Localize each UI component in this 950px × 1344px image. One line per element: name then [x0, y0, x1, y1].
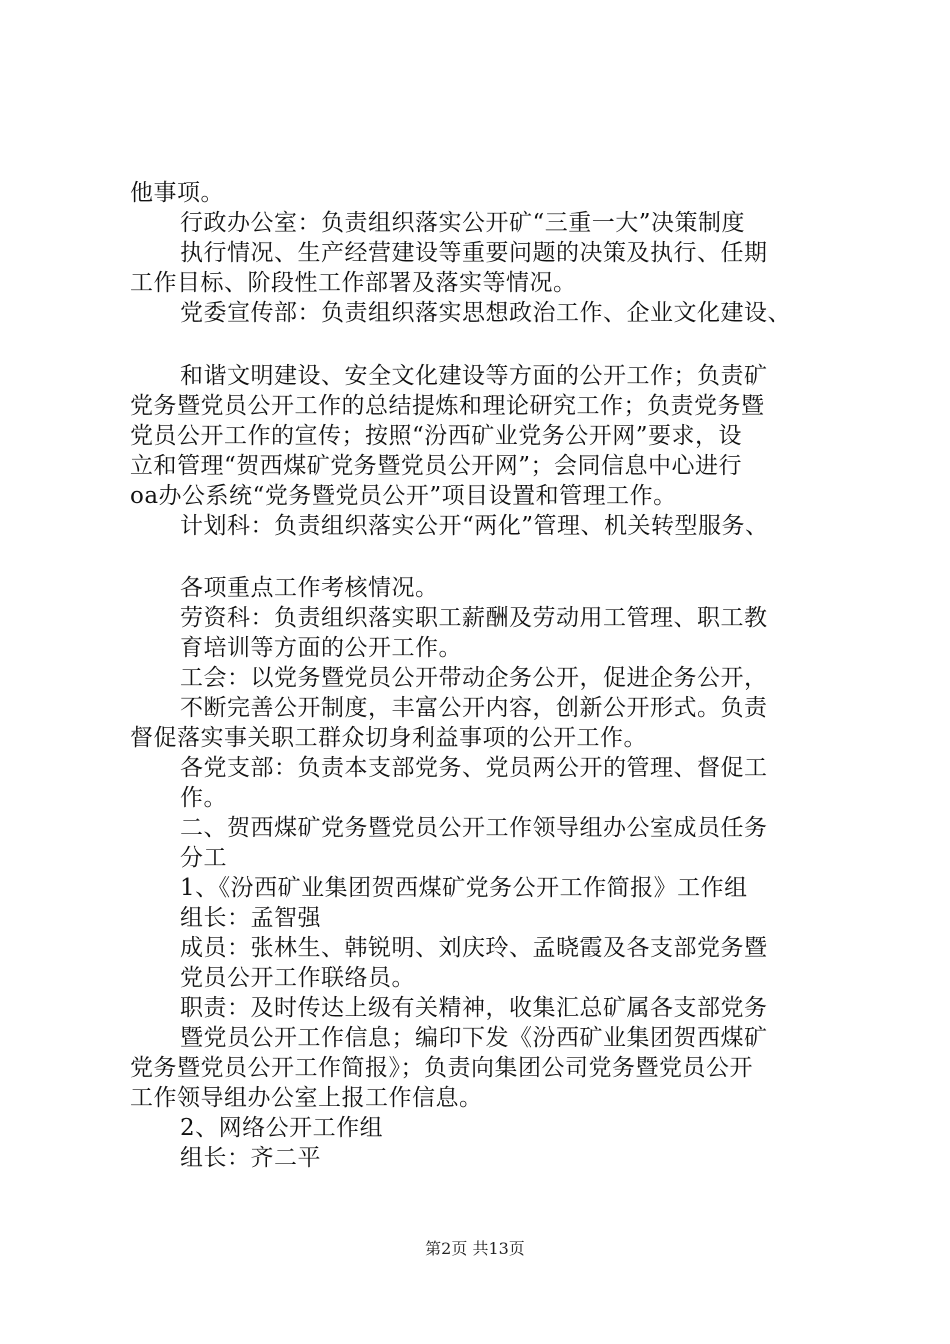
text-line: 执行情况、生产经营建设等重要问题的决策及执行、任期: [180, 240, 768, 266]
text-line: 不断完善公开制度，丰富公开内容，创新公开形式。负责: [180, 695, 768, 721]
text-line: 工会：以党务暨党员公开带动企务公开，促进企务公开，: [180, 665, 768, 691]
text-line: 党务暨党员公开工作的总结提炼和理论研究工作；负责党务暨: [130, 393, 765, 419]
text-line: 党员公开工作的宣传；按照“汾西矿业党务公开网”要求，设: [130, 423, 743, 449]
text-line: 各项重点工作考核情况。: [180, 575, 439, 601]
text-line: 和谐文明建设、安全文化建设等方面的公开工作；负责矿: [180, 363, 768, 389]
text-line: 组长：孟智强: [180, 905, 321, 931]
text-line: 各党支部：负责本支部党务、党员两公开的管理、督促工: [180, 755, 768, 781]
page-number-footer: 第2页 共13页: [425, 1239, 525, 1258]
text-line: 督促落实事关职工群众切身利益事项的公开工作。: [130, 725, 647, 751]
text-line: 育培训等方面的公开工作。: [180, 635, 462, 661]
text-line: 立和管理“贺西煤矿党务暨党员公开网”；会同信息中心进行: [130, 453, 743, 479]
text-line: 成员：张林生、韩锐明、刘庆玲、孟晓霞及各支部党务暨: [180, 935, 768, 961]
text-line: 计划科：负责组织落实公开“两化”管理、机关转型服务、: [180, 513, 769, 539]
text-line: 他事项。: [130, 180, 224, 206]
text-line: 作。: [180, 785, 227, 811]
text-line: 行政办公室：负责组织落实公开矿“三重一大”决策制度: [180, 210, 746, 236]
text-line: 工作目标、阶段性工作部署及落实等情况。: [130, 270, 577, 296]
text-line: 组长：齐二平: [180, 1145, 321, 1171]
text-line: 党务暨党员公开工作简报》；负责向集团公司党务暨党员公开: [130, 1055, 753, 1081]
text-line: 工作领导组办公室上报工作信息。: [130, 1085, 483, 1111]
text-line: 党员公开工作联络员。: [180, 965, 415, 991]
text-line: 劳资科：负责组织落实职工薪酬及劳动用工管理、职工教: [180, 605, 768, 631]
section-heading: 二、贺西煤矿党务暨党员公开工作领导组办公室成员任务: [180, 815, 768, 841]
subsection-heading: 1、《汾西矿业集团贺西煤矿党务公开工作简报》工作组: [180, 875, 748, 901]
section-heading: 分工: [180, 845, 227, 871]
text-line: 党委宣传部：负责组织落实思想政治工作、企业文化建设、: [180, 300, 791, 326]
text-line: oa办公系统“党务暨党员公开”项目设置和管理工作。: [130, 483, 677, 509]
subsection-heading: 2、网络公开工作组: [180, 1115, 384, 1141]
text-line: 暨党员公开工作信息；编印下发《汾西矿业集团贺西煤矿: [180, 1025, 768, 1051]
text-line: 职责：及时传达上级有关精神，收集汇总矿属各支部党务: [180, 995, 768, 1021]
